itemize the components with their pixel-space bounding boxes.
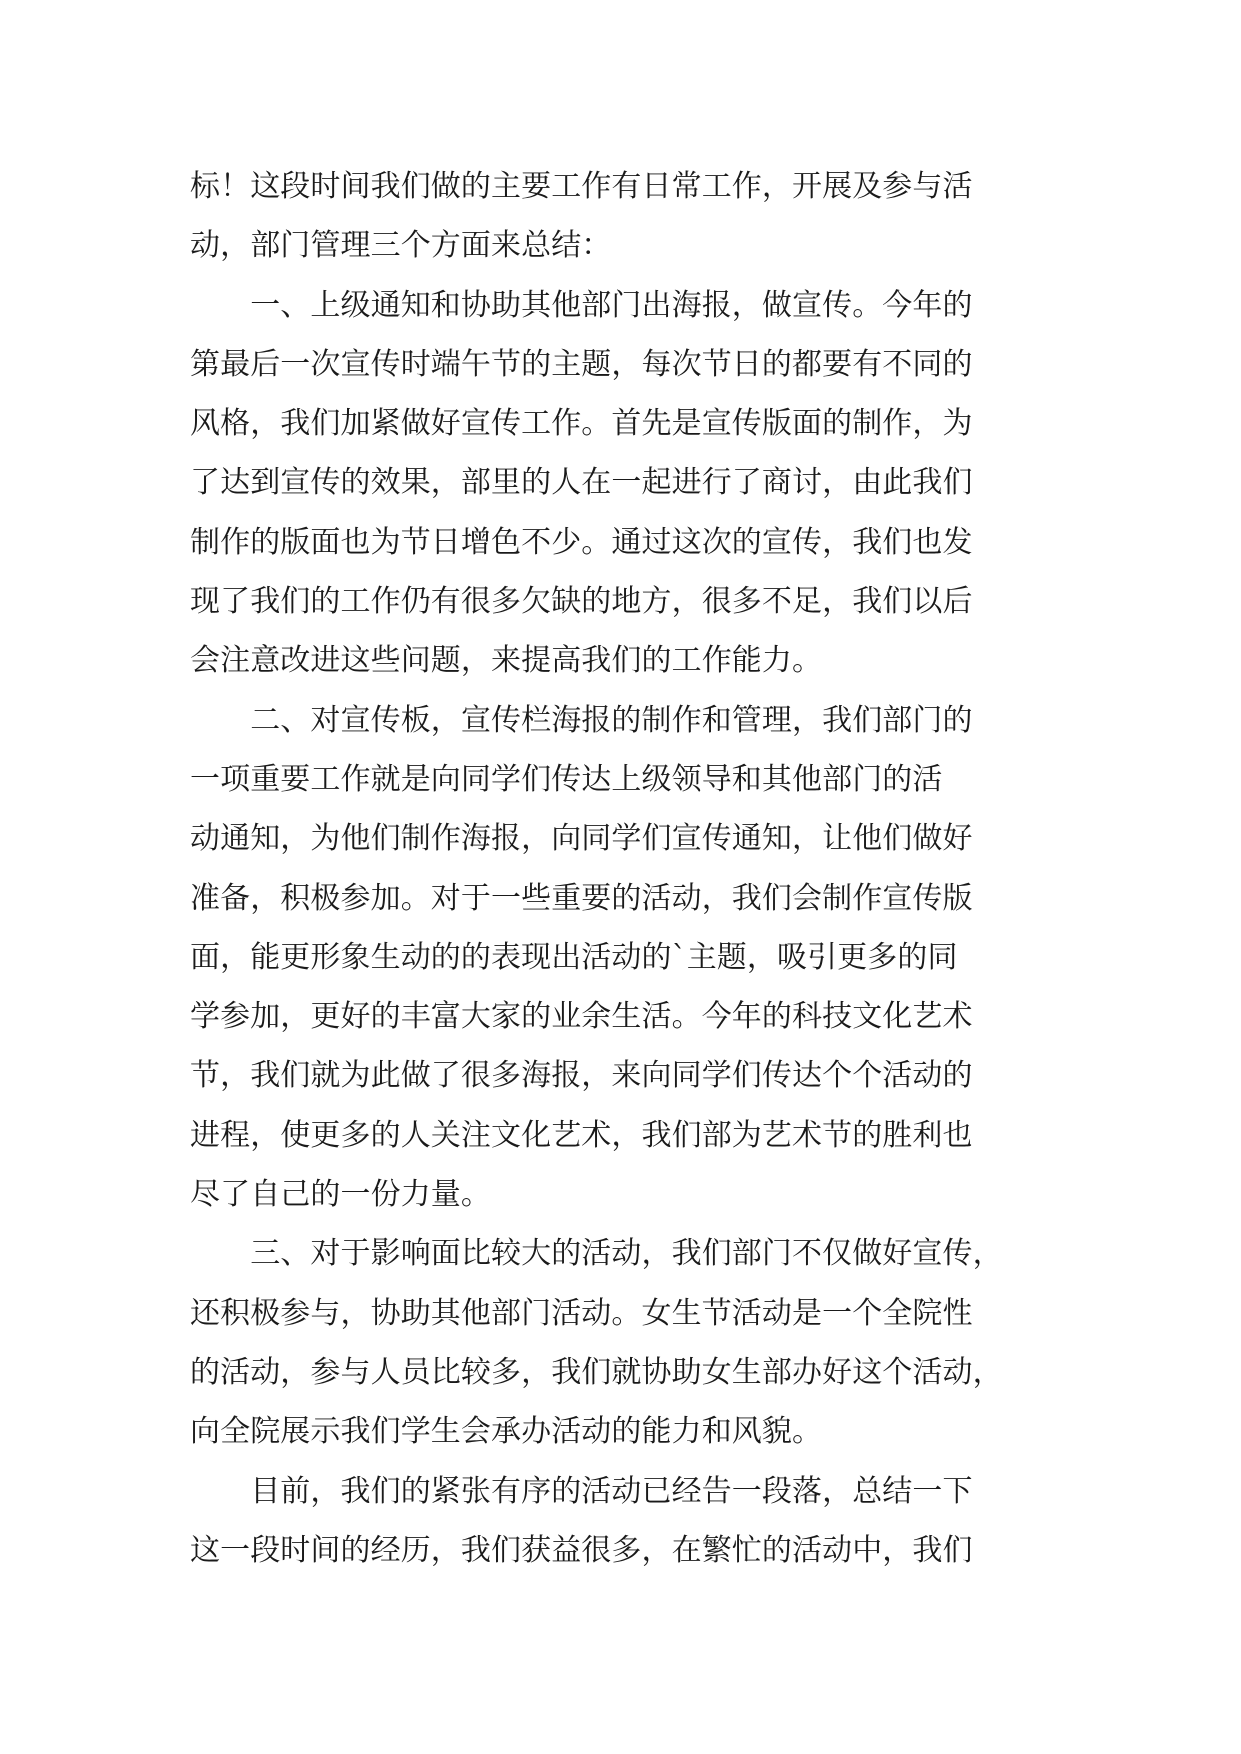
text-line: 学参加，更好的丰富大家的业余生活。今年的科技文化艺术 xyxy=(190,999,973,1035)
text-line: 动，部门管理三个方面来总结： xyxy=(190,228,612,264)
text-line: 的活动，参与人员比较多，我们就协助女生部办好这个活动， xyxy=(190,1354,1003,1390)
text-line: 尽了自己的一份力量。 xyxy=(190,1177,491,1213)
text-line: 向全院展示我们学生会承办活动的能力和风貌。 xyxy=(190,1414,823,1450)
text-line: 一项重要工作就是向同学们传达上级领导和其他部门的活 xyxy=(190,761,943,797)
text-line: 目前，我们的紧张有序的活动已经告一段落，总结一下 xyxy=(190,1473,973,1509)
text-line: 准备，积极参加。对于一些重要的活动，我们会制作宣传版 xyxy=(190,880,973,916)
text-line: 一、上级通知和协助其他部门出海报，做宣传。今年的 xyxy=(190,287,973,323)
text-line: 面，能更形象生动的的表现出活动的`主题，吸引更多的同 xyxy=(190,939,958,975)
text-line: 风格，我们加紧做好宣传工作。首先是宣传版面的制作，为 xyxy=(190,406,973,442)
text-line: 了达到宣传的效果，部里的人在一起进行了商讨，由此我们 xyxy=(190,465,973,501)
text-line: 这一段时间的经历，我们获益很多，在繁忙的活动中，我们 xyxy=(190,1532,973,1568)
text-line: 还积极参与，协助其他部门活动。女生节活动是一个全院性 xyxy=(190,1295,973,1331)
text-line: 制作的版面也为节日增色不少。通过这次的宣传，我们也发 xyxy=(190,524,973,560)
text-line: 三、对于影响面比较大的活动，我们部门不仅做好宣传， xyxy=(190,1236,1003,1272)
document-body xyxy=(190,157,1050,1580)
text-line: 动通知，为他们制作海报，向同学们宣传通知，让他们做好 xyxy=(190,821,973,857)
text-line: 二、对宣传板，宣传栏海报的制作和管理，我们部门的 xyxy=(190,702,973,738)
text-line: 节，我们就为此做了很多海报，来向同学们传达个个活动的 xyxy=(190,1058,973,1094)
text-line: 会注意改进这些问题，来提高我们的工作能力。 xyxy=(190,643,823,679)
text-line: 第最后一次宣传时端午节的主题，每次节日的都要有不同的 xyxy=(190,346,973,382)
text-line: 标！这段时间我们做的主要工作有日常工作，开展及参与活 xyxy=(190,169,973,204)
text-line: 现了我们的工作仍有很多欠缺的地方，很多不足，我们以后 xyxy=(190,584,973,620)
text-line: 进程，使更多的人关注文化艺术，我们部为艺术节的胜利也 xyxy=(190,1117,973,1153)
